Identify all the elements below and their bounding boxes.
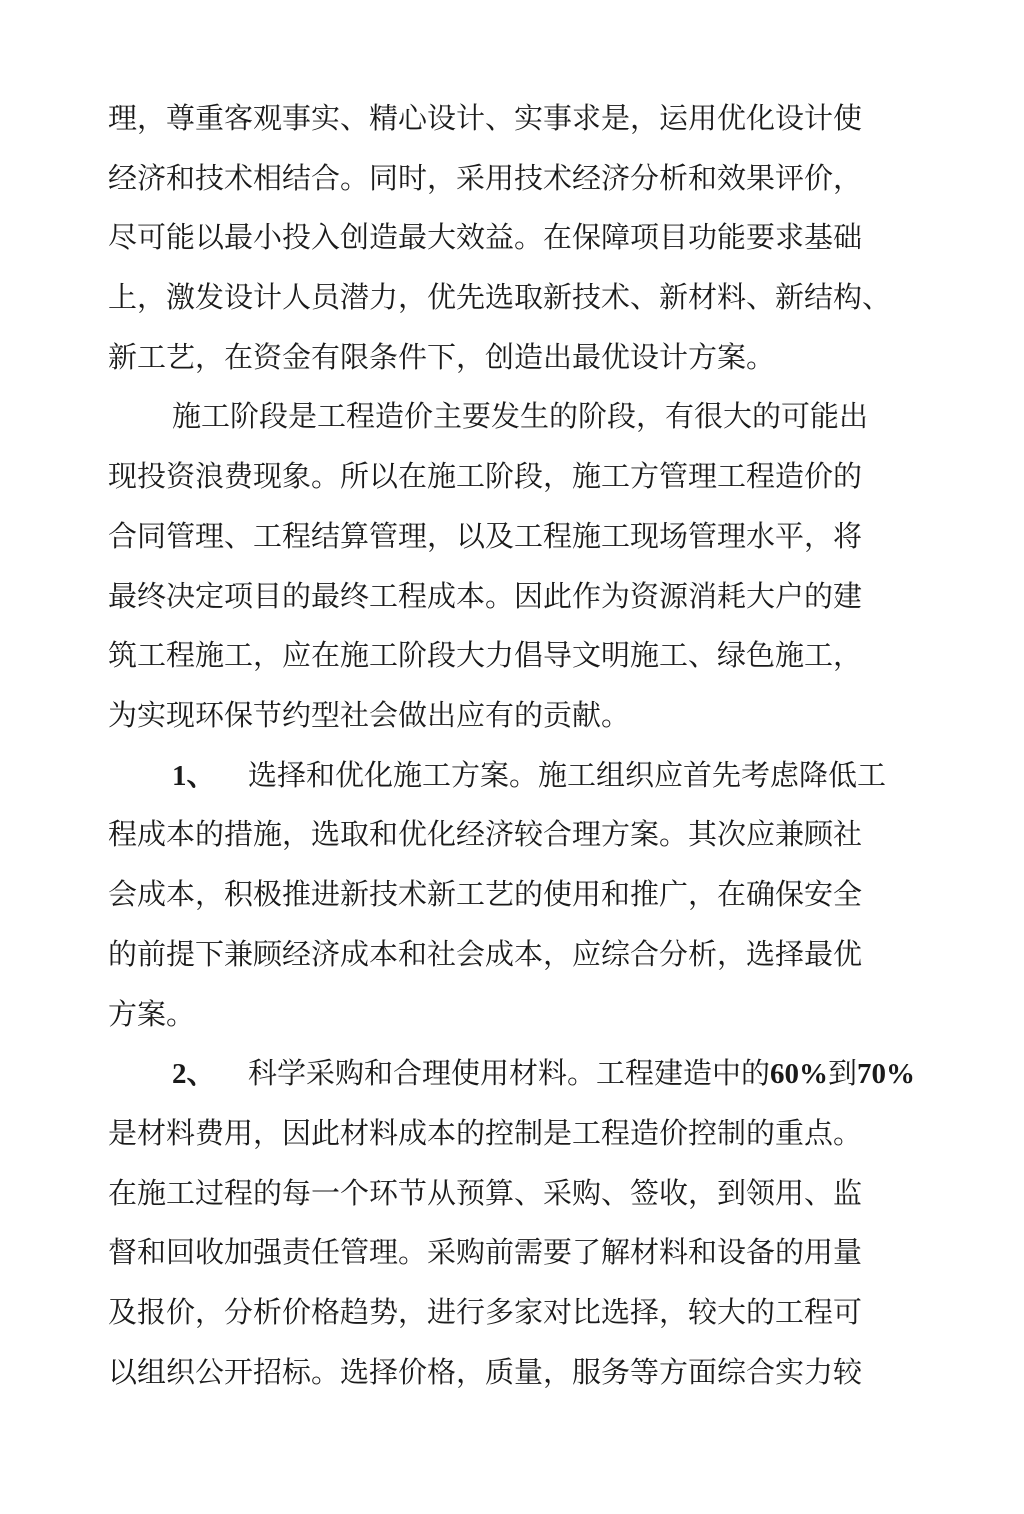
text-line: 督和回收加强责任管理。采购前需要了解材料和设备的用量 xyxy=(108,1235,863,1269)
text-line: 方案。 xyxy=(108,997,196,1031)
text-line: 会成本，积极推进新技术新工艺的使用和推广，在确保安全 xyxy=(108,877,863,911)
text-line: 在施工过程的每一个环节从预算、采购、签收，到领用、监 xyxy=(108,1176,863,1210)
text-line: 现投资浪费现象。所以在施工阶段，施工方管理工程造价的 xyxy=(108,459,863,493)
list-item-number: 1、 xyxy=(172,760,216,792)
percentage-value: 60% xyxy=(769,1058,828,1090)
text-line: 及报价，分析价格趋势，进行多家对比选择，较大的工程可 xyxy=(108,1295,863,1329)
text-line: 合同管理、工程结算管理，以及工程施工现场管理水平，将 xyxy=(108,519,863,553)
list-item-text: 选择和优化施工方案。施工组织应首先考虑降低工 xyxy=(247,758,886,792)
list-item-1-first-line xyxy=(172,755,886,796)
text-line: 尽可能以最小投入创造最大效益。在保障项目功能要求基础 xyxy=(108,220,863,254)
list-item-text: 科学采购和合理使用材料。工程建造中的 xyxy=(247,1056,770,1090)
text-line: 为实现环保节约型社会做出应有的贡献。 xyxy=(108,698,631,732)
text-line: 筑工程施工，应在施工阶段大力倡导文明施工、绿色施工， xyxy=(108,638,863,672)
list-item-number: 2、 xyxy=(172,1058,216,1090)
text-line: 以组织公开招标。选择价格，质量，服务等方面综合实力较 xyxy=(108,1355,863,1389)
text-line: 上，激发设计人员潜力，优先选取新技术、新材料、新结构、 xyxy=(108,280,892,314)
text-line: 最终决定项目的最终工程成本。因此作为资源消耗大户的建 xyxy=(108,579,863,613)
percentage-value: 70% xyxy=(856,1058,915,1090)
text-line: 经济和技术相结合。同时，采用技术经济分析和效果评价， xyxy=(108,161,863,195)
list-item-text: 到 xyxy=(827,1056,857,1090)
text-line: 是材料费用，因此材料成本的控制是工程造价控制的重点。 xyxy=(108,1116,863,1150)
list-item-2-first-line xyxy=(172,1053,915,1094)
text-line: 程成本的措施，选取和优化经济较合理方案。其次应兼顾社 xyxy=(108,817,863,851)
text-line: 的前提下兼顾经济成本和社会成本，应综合分析，选择最优 xyxy=(108,937,863,971)
text-line: 理，尊重客观事实、精心设计、实事求是，运用优化设计使 xyxy=(108,101,863,135)
text-line: 新工艺，在资金有限条件下，创造出最优设计方案。 xyxy=(108,340,776,374)
paragraph-first-line: 施工阶段是工程造价主要发生的阶段，有很大的可能出 xyxy=(172,399,869,433)
